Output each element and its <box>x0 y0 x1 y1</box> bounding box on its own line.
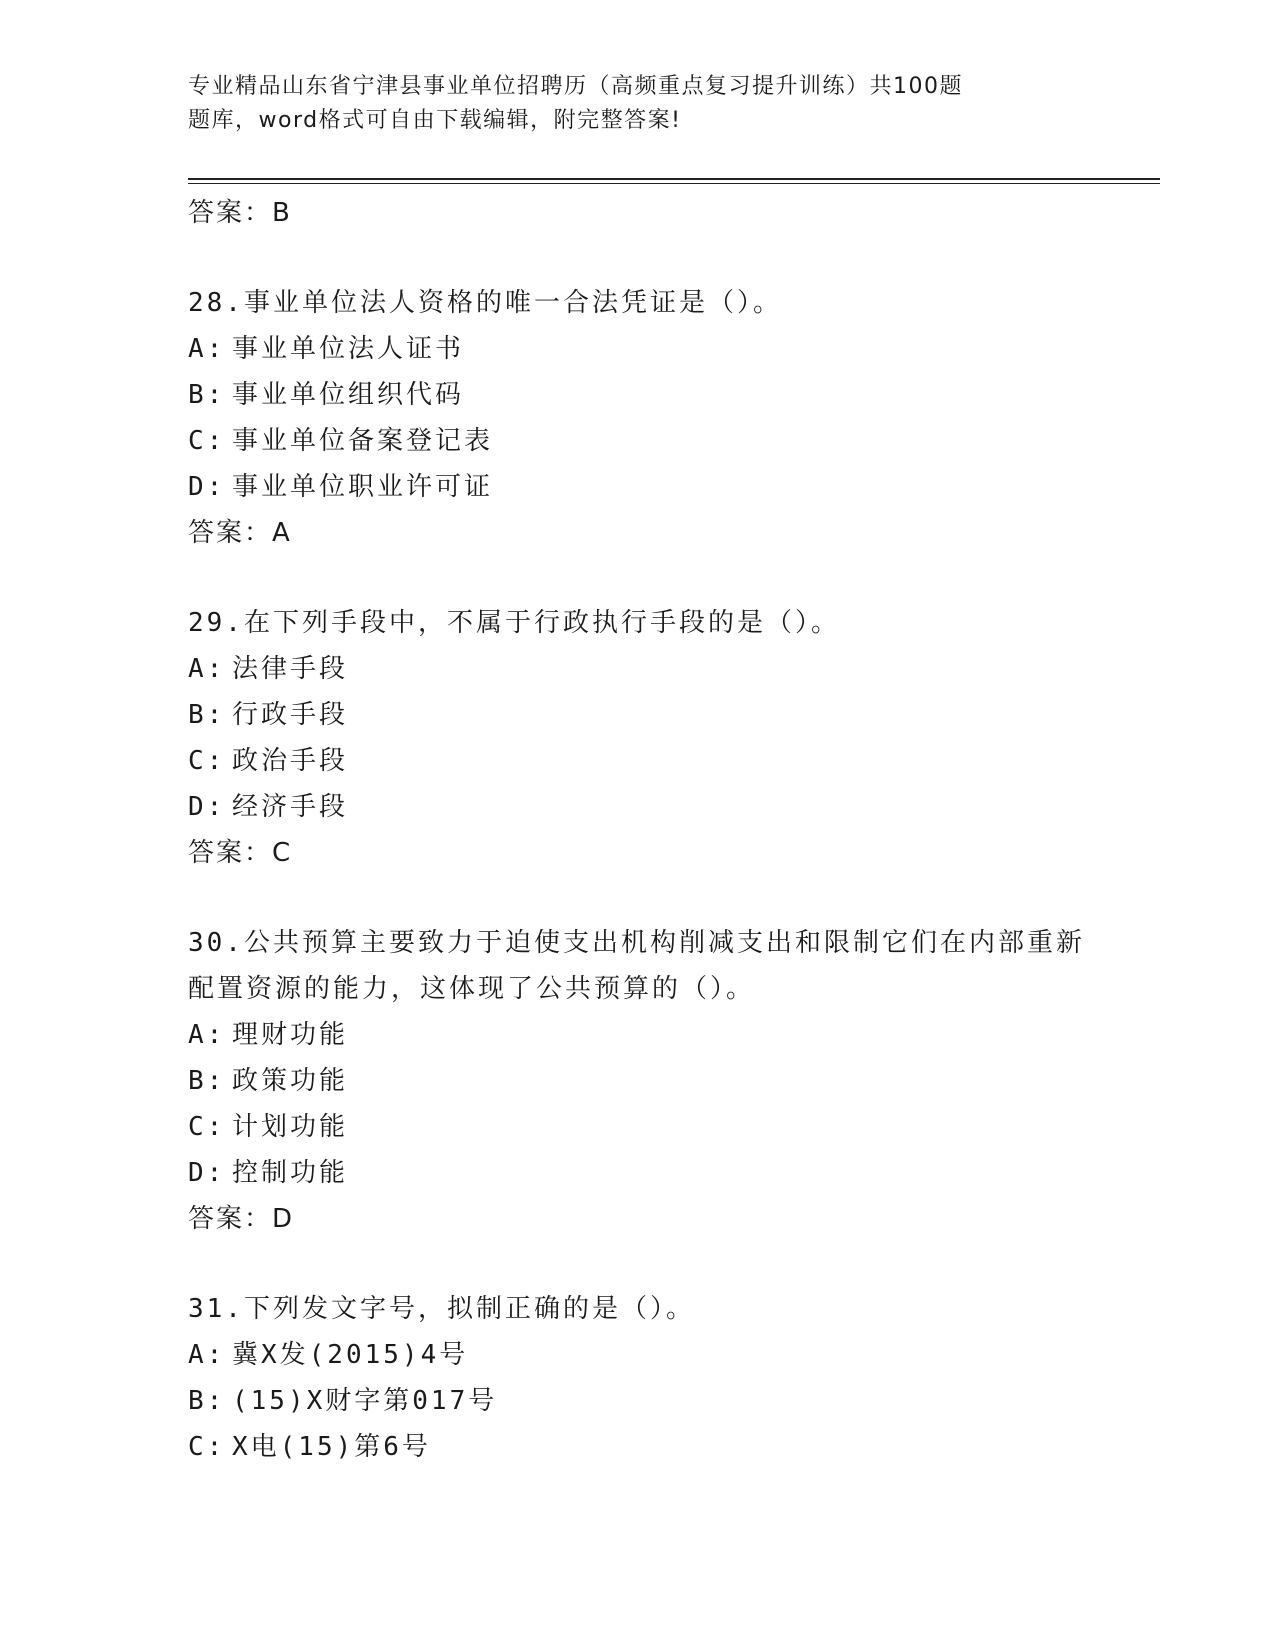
option-row <box>188 784 1168 830</box>
question-block <box>188 1286 1168 1470</box>
option-label: B: <box>188 1386 226 1416</box>
option-row <box>188 1378 1168 1424</box>
option-text: 事业单位法人证书 <box>232 334 465 364</box>
option-row <box>188 1424 1168 1470</box>
page-header <box>188 70 1088 138</box>
option-row <box>188 1332 1168 1378</box>
option-row <box>188 1104 1168 1150</box>
option-label: A: <box>188 334 226 364</box>
question-spacer <box>188 556 1168 600</box>
question-text: 配置资源的能力，这体现了公共预算的（）。 <box>188 974 756 1004</box>
option-text: 政治手段 <box>232 746 349 776</box>
question-text: 31.下列发文字号，拟制正确的是（）。 <box>188 1294 695 1324</box>
option-text: 法律手段 <box>232 654 349 684</box>
question-list <box>188 190 1168 1470</box>
option-row <box>188 646 1168 692</box>
question-spacer <box>188 876 1168 920</box>
option-label: C: <box>188 1112 226 1142</box>
question-spacer <box>188 1242 1168 1286</box>
question-block <box>188 280 1168 556</box>
option-label: C: <box>188 426 226 456</box>
option-text: 计划功能 <box>232 1112 349 1142</box>
option-text: 事业单位备案登记表 <box>232 426 494 456</box>
option-row <box>188 372 1168 418</box>
header-title-line2: 题库，word格式可自由下载编辑，附完整答案! <box>188 108 682 133</box>
option-label: B: <box>188 1066 226 1096</box>
option-text: (15)X财字第017号 <box>232 1386 498 1416</box>
header-title-line1: 专业精品山东省宁津县事业单位招聘历（高频重点复习提升训练）共100题 <box>188 74 963 99</box>
option-text: 政策功能 <box>232 1066 349 1096</box>
option-label: D: <box>188 1158 226 1188</box>
option-text: 冀X发(2015)4号 <box>232 1340 469 1370</box>
option-row <box>188 738 1168 784</box>
answer-line: 答案：A <box>188 518 292 548</box>
option-label: D: <box>188 472 226 502</box>
option-label: A: <box>188 1340 226 1370</box>
option-text: 事业单位组织代码 <box>232 380 465 410</box>
option-row <box>188 326 1168 372</box>
option-label: B: <box>188 700 226 730</box>
option-text: 行政手段 <box>232 700 349 730</box>
option-text: 经济手段 <box>232 792 349 822</box>
option-label: C: <box>188 1432 226 1462</box>
question-text: 28.事业单位法人资格的唯一合法凭证是（）。 <box>188 288 782 318</box>
option-label: B: <box>188 380 226 410</box>
option-label: A: <box>188 1020 226 1050</box>
question-block <box>188 920 1168 1242</box>
option-text: 理财功能 <box>232 1020 349 1050</box>
option-row <box>188 1058 1168 1104</box>
question-block <box>188 600 1168 876</box>
option-text: X电(15)第6号 <box>232 1432 431 1462</box>
header-divider-thick <box>188 178 1160 180</box>
option-label: D: <box>188 792 226 822</box>
option-row <box>188 1150 1168 1196</box>
option-row <box>188 1012 1168 1058</box>
option-label: A: <box>188 654 226 684</box>
answer-line: 答案：D <box>188 1204 295 1234</box>
previous-answer: 答案：B <box>188 198 292 228</box>
header-divider-thin <box>188 183 1160 184</box>
option-row <box>188 464 1168 510</box>
option-row <box>188 418 1168 464</box>
option-row <box>188 692 1168 738</box>
option-text: 控制功能 <box>232 1158 349 1188</box>
question-spacer <box>188 236 1168 280</box>
question-text: 29.在下列手段中，不属于行政执行手段的是（）。 <box>188 608 840 638</box>
option-label: C: <box>188 746 226 776</box>
question-text: 30.公共预算主要致力于迫使支出机构削减支出和限制它们在内部重新 <box>188 928 1085 958</box>
answer-line: 答案：C <box>188 838 293 868</box>
option-text: 事业单位职业许可证 <box>232 472 494 502</box>
